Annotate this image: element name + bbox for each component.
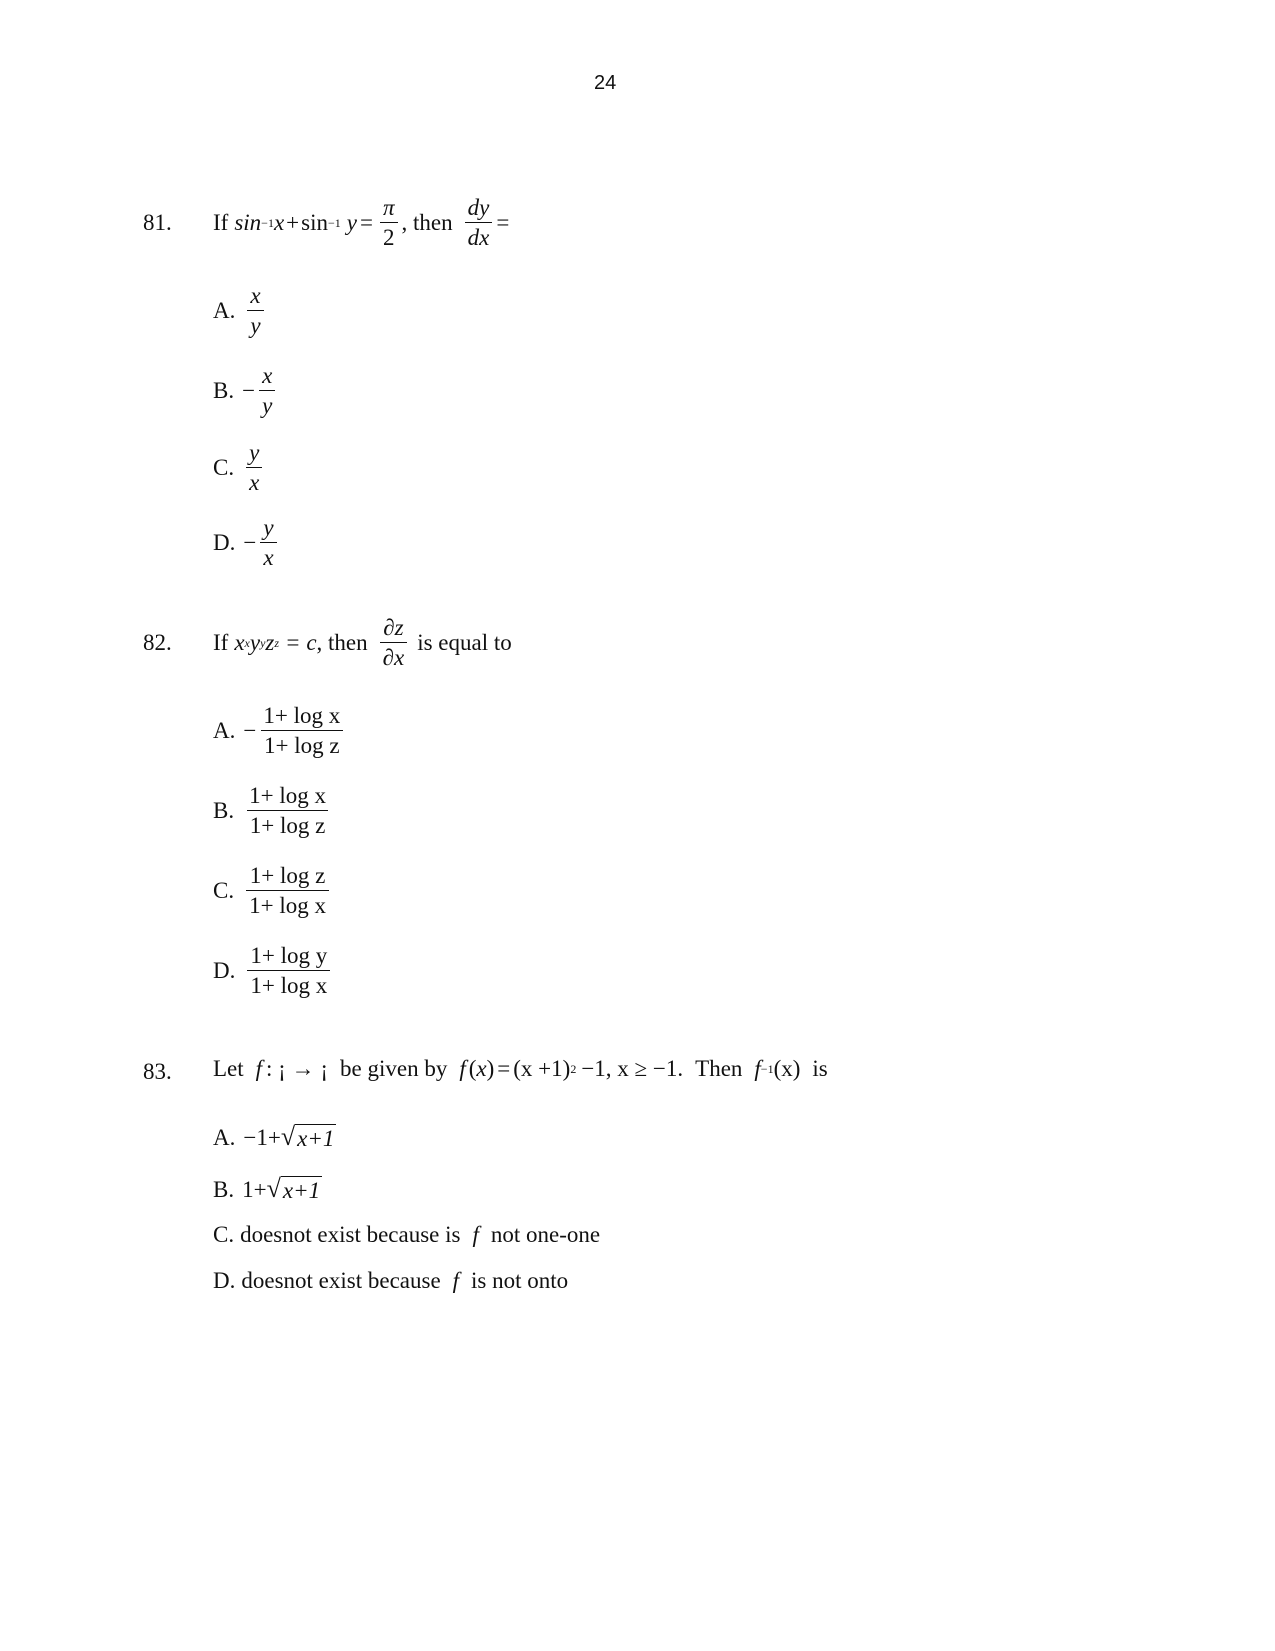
q83-body: (x +1) [513,1056,571,1081]
radical-sign-icon: √ [280,1122,296,1151]
q83-rp: ) [486,1056,495,1081]
option-label: A. [213,718,236,744]
q83-option-b [213,1176,322,1204]
option-f: f [472,1222,479,1247]
q81-x: x [273,210,285,236]
q83-let: Let [213,1056,244,1081]
option-prefix: −1+ [243,1125,281,1150]
q83-x: x [476,1056,487,1081]
question-81-stem: If sin −1 x + sin −1 y = $\frac{\pi}{2}$ , then $\frac{dy}{dx}$ = [213,195,510,251]
option-label: D. [213,530,236,556]
q81-option-c [213,441,266,495]
radicand: x+1 [297,1126,335,1151]
option-text-1: doesnot exist because [241,1268,441,1293]
option-label: B. [213,1177,235,1202]
option-label: B. [213,798,235,824]
q82-y: y [249,630,261,656]
option-label: D. [213,1268,236,1293]
q81-eq2: = [496,210,510,236]
q83-map: : ¡ → ¡ [266,1056,329,1081]
sqrt-expression [281,1124,337,1152]
q83-fx: f [459,1056,466,1081]
option-denominator: 1+ log z [247,810,329,838]
q83-rest: −1, x ≥ −1. [581,1056,684,1081]
option-fraction [247,284,263,338]
q82-option-a [213,704,347,758]
question-82-number: 82. [143,630,172,655]
q83-arg: (x) [773,1056,801,1081]
page-number: 24 [594,72,617,94]
q83-lp: ( [468,1056,477,1081]
q82-eq: = c [285,630,317,656]
question-83-number: 83. [143,1059,172,1084]
q81-dx: dx [465,222,493,250]
option-label: D. [213,958,236,984]
q81-sin: sin [234,210,262,236]
q82-option-c [213,864,333,918]
q81-two: 2 [380,222,398,250]
q81-option-a [213,284,268,338]
option-denominator: 1+ log z [261,730,343,758]
q81-dydx [465,196,493,250]
option-numerator: x [250,283,261,308]
q82-dx: ∂x [380,642,408,670]
option-prefix: 1+ [242,1177,267,1202]
option-fraction [260,516,276,570]
q83-given: be given by [340,1056,448,1081]
option-sign: − [243,718,257,744]
q81-y: y [346,210,357,236]
option-denominator: 1+ log x [247,970,330,998]
option-label: A. [213,298,236,324]
q81-sin2: sin [301,210,328,236]
option-fraction [259,364,275,418]
question-83-stem: Let f : ¡ → ¡ be given by f ( x ) = (x +1) 2 −1, x ≥ −1. Then f −1 (x) is [213,1056,828,1081]
option-numerator: 1+ log z [249,863,326,888]
q83-is: is [812,1056,828,1081]
option-numerator: y [249,440,260,465]
option-denominator: y [247,310,263,338]
option-text-2: is not onto [471,1268,569,1293]
q82-if: If [213,630,229,656]
option-numerator: x [262,363,273,388]
option-denominator: x [260,542,276,570]
radical-sign-icon: √ [266,1174,281,1203]
question-81-number: 81. [143,210,172,235]
q82-dzdx [380,616,408,670]
option-fraction [246,784,329,838]
q82-dz: ∂z [383,615,404,640]
q82-option-b [213,784,333,838]
question-82-stem: If x x y y z z = c , then $\frac{\partial z}{\partial x}$ is equal to [213,615,512,671]
q83-option-a [213,1124,336,1152]
q82-then: , then [316,630,368,656]
option-numerator: y [263,515,274,540]
q81-pi: π [382,195,395,220]
option-fraction [260,704,343,758]
q83-f: f [255,1056,263,1081]
q81-pi-over-2 [380,196,398,250]
q83-option-d [213,1268,568,1294]
q82-z: z [265,630,275,656]
q83-option-c [213,1222,600,1248]
q83-eq: = [497,1056,511,1081]
option-numerator: 1+ log y [250,943,328,968]
option-denominator: x [246,467,262,495]
q83-then: Then [695,1056,743,1081]
option-fraction [246,864,329,918]
option-fraction [246,441,262,495]
option-fraction [247,944,330,998]
option-sign: − [242,378,256,404]
sqrt-expression [267,1176,323,1204]
option-denominator: y [259,390,275,418]
option-label: C. [213,1222,235,1247]
q81-dy: dy [467,195,490,220]
option-f: f [452,1268,460,1293]
option-text-1: doesnot exist because is [240,1222,461,1247]
q81-then: , then [401,210,453,236]
q83-finv: f [754,1056,761,1081]
q82-tail: is equal to [417,630,512,656]
q81-option-b [213,364,279,418]
option-text-2: not one-one [490,1222,601,1247]
radicand: x+1 [282,1178,321,1203]
option-label: C. [213,455,235,481]
option-sign: − [243,530,257,556]
q81-plus: + [286,210,300,236]
q82-x: x [234,630,245,656]
option-denominator: 1+ log x [246,890,329,918]
q82-option-d [213,944,334,998]
option-numerator: 1+ log x [249,783,326,808]
option-label: B. [213,378,235,404]
option-label: C. [213,878,235,904]
q81-eq: = [360,210,373,236]
option-numerator: 1+ log x [263,703,341,728]
q81-option-d [213,516,281,570]
q81-if: If [213,210,229,236]
option-label: A. [213,1125,236,1150]
